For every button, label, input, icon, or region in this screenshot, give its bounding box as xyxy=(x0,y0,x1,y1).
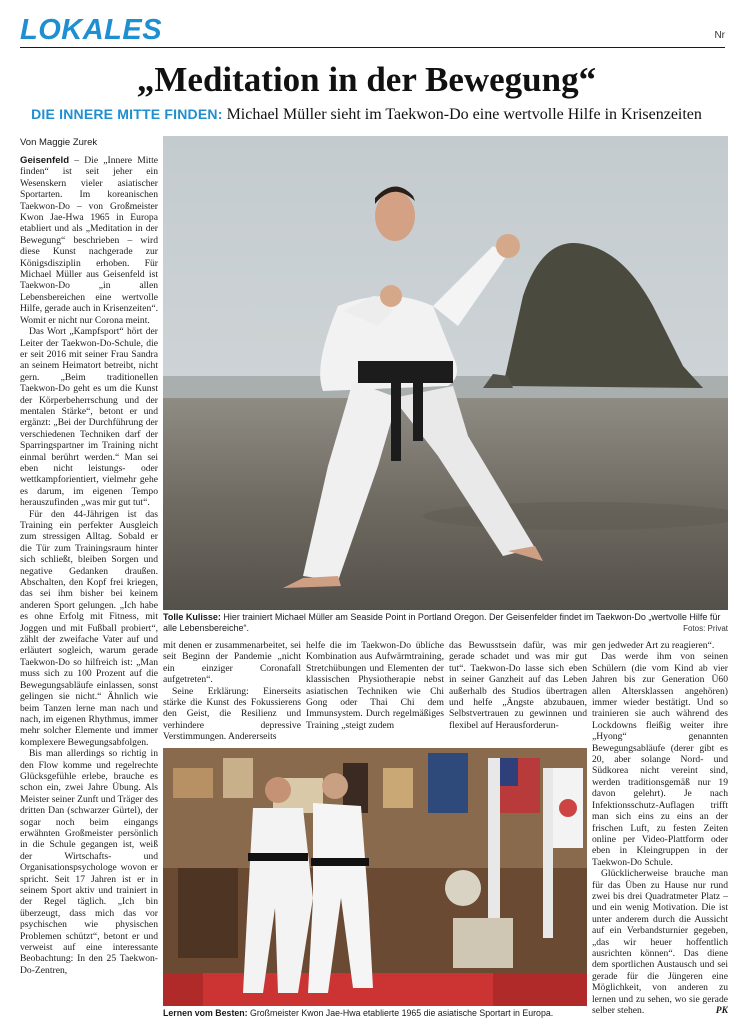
caption-label: Lernen vom Besten: xyxy=(163,1008,248,1018)
body-paragraph: Das Wort „Kampfsport“ hört der Leiter der Taekwon-Do-Schule, die er seit 2016 mit seiner Frau Sandra an seinem Heimatort betreibt, nicht gern. „Beim traditionellen Taekwon-Do geht es um die Kunst der Körperbeherrschung und der mentalen Stärke“, betont er und ergänzt: „Bei der Durchführung der verschiedenen Techniken darf der Sparringspartner im Training nicht einmal berührt werden.“ Man sei eben nicht leistungs- oder wettkampforientiert, vielmehr gehe es darum, im eigenen Tempo herauszufinden „was mir gut tut“. xyxy=(20,326,158,509)
second-photo-caption xyxy=(163,1008,587,1019)
subhead-kicker: DIE INNERE MITTE FINDEN: xyxy=(31,106,223,122)
article-column-2 xyxy=(163,640,301,744)
body-paragraph: helfe die im Taekwon-Do übliche Kombination aus Aufwärmtraining, Stretchübungen und Elementen der klassischen Physiotherapie nebst asiatischen Techniken wie Chi Gong oder Thai Chi dem Immunsystem. Durch regelmäßiges Training „steigt zudem xyxy=(306,640,444,731)
article-column-4 xyxy=(449,640,587,744)
photo-dojo-scene xyxy=(163,748,587,1006)
caption-label: Tolle Kulisse: xyxy=(163,612,221,622)
second-photo xyxy=(163,748,587,1006)
main-photo-caption xyxy=(163,612,728,634)
subhead-text: Michael Müller sieht im Taekwon-Do eine wertvolle Hilfe in Krisenzeiten xyxy=(222,106,702,123)
body-paragraph: Glücklicherweise brauche man für das Üben zu Hause nur rund zwei bis drei Quadratmeter Platz – und ein wenig Motivation. Die ist unter anderem durch die Aussicht auf ein Verbandsturnier gegeben, „das wir heuer hoffentlich ausrichten können“. Das diene dem sportlichen Austausch und sei gerade für die Jüngeren eine Möglichkeit, von anderen zu lernen und zu sehen, wo sie gerade selber stehen. PK xyxy=(592,868,728,1016)
main-photo xyxy=(163,136,728,610)
article-column-3 xyxy=(306,640,444,744)
body-paragraph: das Bewusstsein dafür, was mir gerade schadet und was mir gut tut“. Taekwon-Do lasse sich eben in seiner Ganzheit auf das Leben außerhalb des Studios übertragen und helfe „Ängste abzubauen, Selbstvertrauen zu gewinnen und flexibel auf Herausforderun- xyxy=(449,640,587,731)
body-paragraph: Geisenfeld – Die „Innere Mitte finden“ ist seit jeher ein Wesenskern vieler asiatischer Sportarten. Im koreanischen Taekwon-Do – von Großmeister Kwon Jae-Hwa 1965 in Europa etabliert und als „Meditation in der Bewegung“ beschrieben – wird diese Kunst nachgerade zur Königsdisziplin erhoben. Für Michael Müller aus Geisenfeld ist Taekwon-Do „in allen Lebensbereichen eine wertvolle Hilfe, gerade auch in Krisenzeiten“. Womit er nicht nur Corona meint. xyxy=(20,155,158,326)
body-paragraph: Für den 44-Jährigen ist das Training ein perfekter Ausgleich zum stressigen Alltag. Sobald er die Tür zum Trainingsraum hinter sich schließt, bleiben Sorgen und negative Gedanken draußen. Abschalten, den Kopf frei kriegen, das sei ihm bisher bei keinem anderen Sport gelungen. „Ich habe es ohne Erfolg mit Fitness, mit Joggen und mit Fußball probiert“, zählt der zweifache Vater auf und erläutert sogleich, warum gerade Taekwon-Do so hilfreich ist: „Man muss sich zu 100 Prozent auf die Bewegungsabläufe einlassen, sonst gelingen sie nicht.“ Ähnlich wie beim Tanzen lerne man nach und nach, im eigenen Rhythmus, immer mehr solcher Elemente und immer komplexere Bewegungsabfolgen. xyxy=(20,508,158,748)
section-header xyxy=(20,14,725,46)
photo-credit: Fotos: Privat xyxy=(683,624,728,633)
article-column-5 xyxy=(592,640,728,1023)
article-column-1 xyxy=(20,155,158,1023)
grandmaster-figure xyxy=(243,777,313,993)
body-paragraph: Das werde ihm von seinen Schülern (die vom Kind ab vier Jahren bis zur Generation Ü60 allen Altersklassen angehören) immer wieder bestätigt. Und so trainieren sie auch während des Lockdowns fleißig weiter ihre „Hyong“ genannten Bewegungsabläufe (derer gibt es 20, aber solange Nord- und Südkorea nicht vereint sind, werden traditionsgemäß nur 19 davon gelehrt). Je nach Infektionsschutz-Auflagen trifft man sich eins zu eins an der frischen Luft, zu festen Zeiten online per Video-Plattform oder eben in Kleingruppen in der Taekwon-Do Schule. xyxy=(592,651,728,868)
body-paragraph: Seine Erklärung: Einerseits stärke die Kunst des Fokussierens den Geist, die Resilienz und verhindere depressive Verstimmungen. Andererseits xyxy=(163,685,301,743)
body-paragraph: mit denen er zusammenarbeitet, sei seit Beginn der Pandemie „nicht ein einziger Coronafall aufgetreten“. xyxy=(163,640,301,686)
dateline: Geisenfeld xyxy=(20,155,70,166)
author-byline: Von Maggie Zurek xyxy=(20,137,98,148)
section-title: LOKALES xyxy=(20,14,163,46)
photo-beach-scene xyxy=(163,136,728,610)
author-initials: PK xyxy=(715,1005,728,1016)
article-headline: „Meditation in der Bewegung“ xyxy=(136,60,597,99)
page-number-fragment: Nr xyxy=(714,30,725,41)
caption-text: Großmeister Kwon Jae-Hwa etablierte 1965 die asiatische Sportart in Europa. xyxy=(247,1008,554,1018)
body-paragraph: Bis man allerdings so richtig in den Flow komme und regelrechte Glücksgefühle erlebe, brauche es schon ein, zwei Jahre Übung. Als Meister seiner Zunft und Träger des dritten Dan (schwarzer Gürtel), der sogar noch beim eingangs erwähnten Großmeister persönlich in die Schule gegangen ist, weiß der Wirtschafts- und Organisationspsychologe wovon er spricht. Seit 17 Jahren ist er in seinem Sport aktiv und trainiert in der Regel täglich. „Ich bin überzeugt, dass mich das vor psychischen wie physischen Problemen schützt“, betont er und verweist auf eine interessante Beobachtung: In den 25 Taekwon-Do-Zentren, xyxy=(20,748,158,976)
caption-text: Hier trainiert Michael Müller am Seaside Point in Portland Oregon. Der Geisenfelder findet im Taekwon-Do „wertvolle Hilfe für alle Lebensbereiche“. xyxy=(163,612,721,633)
section-divider xyxy=(20,47,725,48)
article-subhead xyxy=(0,106,733,124)
body-paragraph: gen jedweder Art zu reagieren“. xyxy=(592,640,715,651)
